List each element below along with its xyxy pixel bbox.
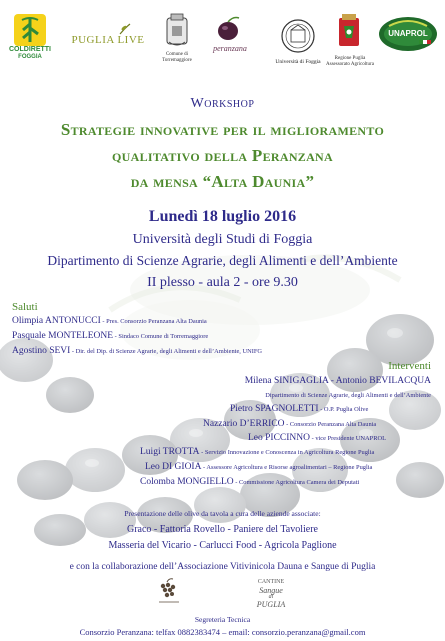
workshop-label: Workshop <box>190 96 255 111</box>
regione-puglia-label-1: Regione Puglia <box>334 56 366 61</box>
speaker-name: Pasquale MONTELEONE <box>12 331 114 341</box>
saluti-item <box>12 330 208 341</box>
speaker-role: - vice Presidente UNAPROL <box>310 435 386 442</box>
title-line-3: da mensa “Alta Daunia” <box>130 172 315 191</box>
speaker-role: - Consorzio Peranzana Alta Daunia <box>284 421 377 428</box>
torremaggiore-label-2: Torremaggiore <box>162 58 192 63</box>
speaker-name: Olimpia ANTONUCCI <box>12 316 101 326</box>
interventi-heading: Interventi <box>388 360 431 372</box>
olive-branch-icon <box>118 22 132 36</box>
cantine-label-1: CANTINE <box>257 579 285 585</box>
speaker-name: Leo DI GIOIA <box>145 462 202 472</box>
cantine-label-3: di <box>268 594 274 600</box>
interventi-item <box>140 446 374 457</box>
venue-university: Università degli Studi di Foggia <box>132 232 313 247</box>
puglia-live-logo: PUGLIA LIVE <box>71 34 145 46</box>
saluti-item <box>12 315 207 326</box>
collaborazione-text: e con la collaborazione dell’Associazione Vitivinicola Dauna e Sangue di Puglia <box>69 562 376 572</box>
venue-room-time: II plesso - aula 2 - ore 9.30 <box>147 275 298 290</box>
speaker-name: Pietro SPAGNOLETTI <box>230 404 319 414</box>
speaker-name: Colomba MONGIELLO <box>140 477 234 487</box>
interventi-item <box>230 403 368 414</box>
cantine-label-2: Sangue <box>259 586 283 595</box>
peranzana-label: peranzana <box>213 44 247 53</box>
speaker-role: - Pres. Consorzio Peranzana Alta Daunia <box>100 318 207 325</box>
speaker-role: - Commissione Agricoltura Camera dei Deputati <box>233 479 360 486</box>
interventi-item <box>145 461 372 472</box>
speaker-role: - Dir. del Dip. di Scienze Agrarie, degli Alimenti e dell’Ambiente, UNIFG <box>70 348 263 355</box>
regione-puglia-crest-icon <box>336 12 362 52</box>
speaker-name: Nazzario D’ERRICO <box>203 419 285 429</box>
speaker-name: Milena SINIGAGLIA - Antonio BEVILACQUA <box>244 376 431 386</box>
peranzana-olive-icon <box>215 16 241 42</box>
interventi-item <box>248 432 386 443</box>
unifg-seal-icon <box>280 18 316 54</box>
event-date: Lunedì 18 luglio 2016 <box>148 208 297 225</box>
unaprol-label: UNAPROL <box>388 29 428 38</box>
logo-strip <box>0 0 445 80</box>
presentazione-companies-1: Graco - Fattoria Rovello - Paniere del Tavoliere <box>127 524 318 535</box>
presentazione-intro: Presentazione delle olive da tavola a cura delle aziende associate: <box>124 509 321 518</box>
regione-puglia-label-2: Assessorato Agricoltura <box>326 62 374 67</box>
title-line-2: qualitativo della Peranzana <box>112 146 333 165</box>
unifg-label: Università di Foggia <box>275 59 321 65</box>
speaker-role: - Sindaco Comune di Torremaggiore <box>113 333 209 340</box>
saluti-item <box>12 345 262 356</box>
speaker-role: - Assessore Agricoltura e Risorse agroalimentari – Regione Puglia <box>201 464 373 471</box>
torremaggiore-crest-icon <box>163 12 191 50</box>
saluti-heading: Saluti <box>12 301 38 313</box>
speaker-role: Dipartimento di Scienze Agrarie, degli Alimenti e dell’Ambiente <box>265 392 431 399</box>
speaker-role: - Servizio Innovazione e Conoscenza in Agricoltura Regione Puglia <box>199 449 375 456</box>
interventi-item <box>140 476 359 487</box>
interventi-item <box>245 375 431 386</box>
venue-department: Dipartimento di Scienze Agrarie, degli Alimenti e dell’Ambiente <box>47 253 398 268</box>
segreteria-heading: Segreteria Tecnica <box>194 615 251 624</box>
interventi-item <box>265 389 431 400</box>
segreteria-contact: Consorzio Peranzana: telfax 0882383474 – email: consorzio.peranzana@gmail.com <box>79 627 366 637</box>
coldiretti-sub-label: FOGGIA <box>18 54 42 60</box>
interventi-item <box>203 418 376 429</box>
speaker-name: Luigi TROTTA <box>140 447 200 457</box>
speaker-role: - O.P. Puglia Olive <box>318 406 369 413</box>
speaker-name: Leo PICCINNO <box>248 433 311 443</box>
torremaggiore-label-1: Comune di <box>165 52 189 57</box>
presentazione-companies-2: Masseria del Vicario - Carlucci Food - Agricola Paglione <box>108 540 337 551</box>
associazione-vitivinicola-dauna-icon <box>155 578 183 606</box>
title-line-1: Strategie innovative per il miglioramento <box>60 120 385 139</box>
cantine-label-4: PUGLIA <box>256 600 286 609</box>
speaker-name: Agostino SEVI <box>12 346 71 356</box>
coldiretti-label: COLDIRETTI <box>9 46 51 53</box>
